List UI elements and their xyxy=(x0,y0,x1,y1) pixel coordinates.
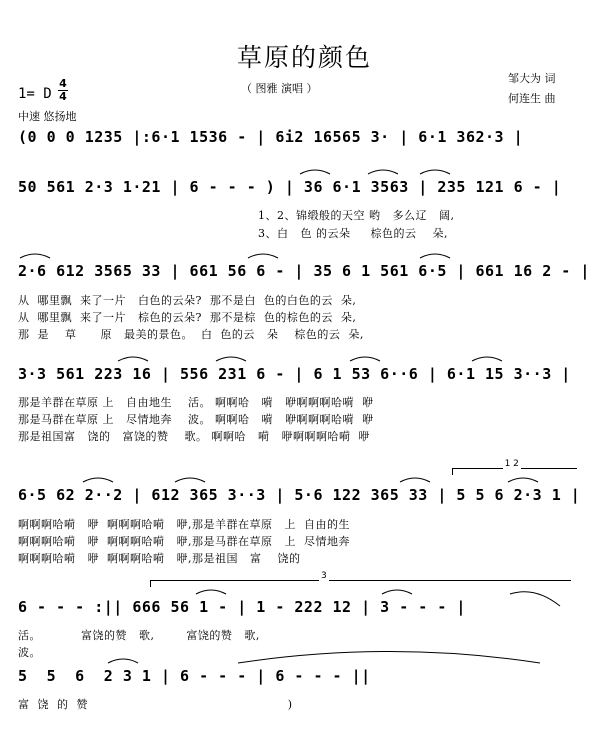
lyric-line-6-2: 波。 xyxy=(18,646,41,659)
key-signature: 1= D xyxy=(18,86,52,102)
lyric-line-7-1: 富 饶 的 赞 ) xyxy=(18,698,293,711)
notation-line-1: (0 0 0 1235 |:6·1 1536 - | 6i2 16565 3· | 6·1 362·3 | xyxy=(18,128,524,146)
lyric-line-2-2: 3、白 色 的云朵 棕色的云 朵, xyxy=(258,227,448,240)
notation-line-3: 2·6 612 3565 33 | 661 56 6 - | 35 6 1 561 6·5 | 661 16 2 - | xyxy=(18,262,590,280)
song-title: 草原的颜色 xyxy=(236,43,372,72)
time-signature-top: 4 xyxy=(59,77,67,90)
notation-line-2: 50 561 2·3 1·21 | 6 - - - ) | 36 6·1 3563 | 235 121 6 - | xyxy=(18,178,562,196)
lyric-line-6-1: 活。 富饶的赞 歌, 富饶的赞 歌, xyxy=(18,629,260,642)
notation-line-5: 6·5 62 2··2 | 612 365 3··3 | 5·6 122 365 33 | 5 5 6 2·3 1 | xyxy=(18,486,581,504)
lyricist-credit: 邹大为 词 xyxy=(508,72,556,85)
volta-label-1-2: 1 2 xyxy=(504,459,519,469)
performer-credit: （ 图雅 演唱 ） xyxy=(241,82,318,95)
lyric-line-4-1: 那是羊群在草原 上 自由地生 活。 啊啊哈 嗬 咿啊啊啊哈嗬 咿 xyxy=(18,396,374,409)
time-signature-bottom: 4 xyxy=(59,90,67,103)
notation-line-7: 5 5 6 2 3 1 | 6 - - - | 6 - - - || xyxy=(18,667,371,685)
lyric-line-5-1: 啊啊啊哈嗬 咿 啊啊啊哈嗬 咿,那是羊群在草原 上 自由的生 xyxy=(18,518,350,531)
lyric-line-4-2: 那是马群在草原 上 尽情地奔 波。 啊啊哈 嗬 咿啊啊啊哈嗬 咿 xyxy=(18,413,374,426)
lyric-line-3-1: 从 哪里飘 来了一片 白色的云朵? 那不是白 色的白色的云 朵, xyxy=(18,294,357,307)
notation-line-6: 6 - - - :|| 666 56 1 - | 1 - 222 12 | 3 - - - | xyxy=(18,598,466,616)
volta-label-3: 3 xyxy=(321,571,327,581)
lyric-line-3-3: 那 是 草 原 最美的景色。 白 色的云 朵 棕色的云 朵, xyxy=(18,328,364,341)
lyric-line-5-3: 啊啊啊哈嗬 咿 啊啊啊哈嗬 咿,那是祖国 富 饶的 xyxy=(18,552,301,565)
lyric-line-3-2: 从 哪里飘 来了一片 棕色的云朵? 那不是棕 色的棕色的云 朵, xyxy=(18,311,357,324)
lyric-line-4-3: 那是祖国富 饶的 富饶的赞 歌。 啊啊哈 嗬 咿啊啊啊哈嗬 咿 xyxy=(18,430,370,443)
tempo-marking: 中速 悠扬地 xyxy=(18,110,77,123)
lyric-line-5-2: 啊啊啊哈嗬 咿 啊啊啊哈嗬 咿,那是马群在草原 上 尽情地奔 xyxy=(18,535,350,548)
composer-credit: 何连生 曲 xyxy=(508,92,556,105)
notation-line-4: 3·3 561 223 16 | 556 231 6 - | 6 1 53 6··6 | 6·1 15 3··3 | xyxy=(18,365,571,383)
lyric-line-2-1: 1、2、锦缎般的天空 哟 多么辽 阔, xyxy=(258,209,455,222)
